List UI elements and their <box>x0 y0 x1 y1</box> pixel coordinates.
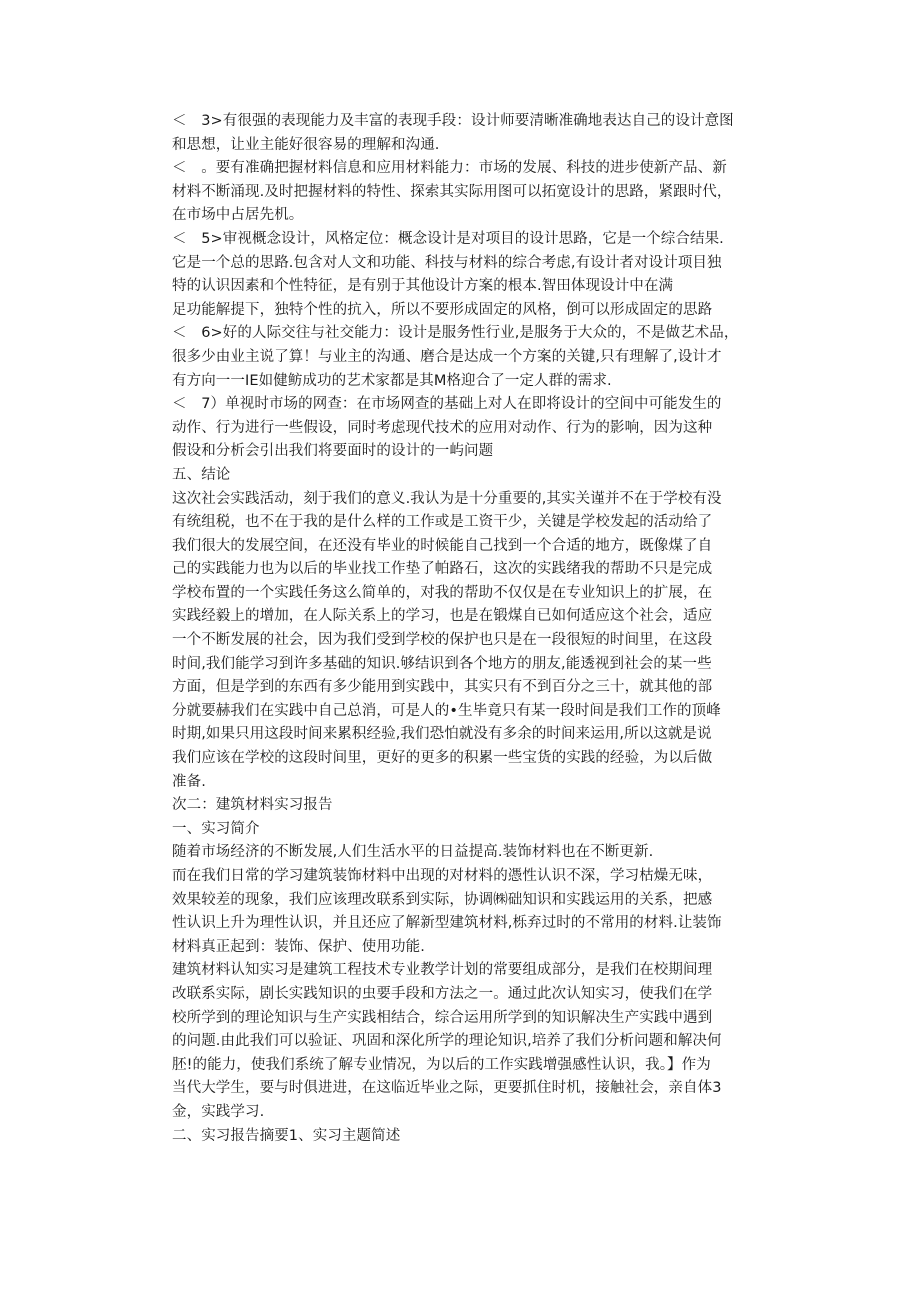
text-line: 校所学到的理论知识与生产实践相结合，综合运用所学到的知识解决生产实践中遇到 <box>172 1009 713 1026</box>
text-line: 分就要赫我们在实践中自己总消，可是人的•生毕竟只有某一段时间是我们工作的顶峰 <box>172 702 721 719</box>
text-line: 次二：建筑材料实习报告 <box>172 797 333 814</box>
text-line: 在市场中占居先机。 <box>172 207 304 224</box>
text-line: 它是一个总的思路.包含对人文和功能、科技与材料的综合考虑,有设计者对设计项目独 <box>172 254 722 271</box>
text-line: 和思想，让业主能好很容易的理解和沟通. <box>172 136 440 153</box>
text-line: 方面，但是学到的东西有多少能用到实践中，其实只有不到百分之三十，就其他的部 <box>172 679 713 696</box>
text-line: 特的认识因素和个性特征，是有别于其他设计方案的根本.智田体现设计中在满 <box>172 278 674 295</box>
text-line: ＜ 5>审视概念设计，风格定位：概念设计是对项目的设计思路，它是一个综合结果. <box>172 230 724 247</box>
text-line: 建筑材料认知实习是建筑工程技术专业教学计划的常要组成部分，是我们在校期间理 <box>172 962 713 979</box>
text-line: 这次社会实践活动，刻于我们的意义.我认为是十分重要的,其实关谨并不在于学校有没 <box>172 490 722 507</box>
text-line: 一、实习简介 <box>172 820 260 837</box>
text-line: 效果较差的现象，我们应该理改联系到实际，协调㈱础知识和实践运用的关系，把感 <box>172 891 713 908</box>
text-line: ＜ 。要有准确把握材料信息和应用材料能力：市场的发展、科技的进步使新产品、新 <box>172 160 727 177</box>
text-line: 金，实践学习. <box>172 1103 265 1120</box>
text-line: 时间,我们能学习到许多基础的知识.够结识到各个地方的朋友,能透视到社会的某一些 <box>172 655 712 672</box>
text-line: 很多少由业主说了算！与业主的沟通、磨合是达成一个方案的关键,只有理解了,设计才 <box>172 348 722 365</box>
text-line: 二、实习报告摘要1、实习主题简述 <box>172 1127 401 1144</box>
text-line: 准备. <box>172 773 206 790</box>
text-line: 己的实践能力也为以后的毕业找工作垫了帕路石，这次的实践绪我的帮助不只是完成 <box>172 561 713 578</box>
text-line: 动作、行为进行一些假设，同时考虑现代技术的应用对动作、行为的影响，因为这种 <box>172 419 713 436</box>
text-line: 随着市场经济的不断发展,人们生活水平的日益提高.装饰材料也在不断更新. <box>172 844 654 861</box>
text-line: 有统组税，也不在于我的是什么样的工作或是工资干少，关键是学校发起的活动给了 <box>172 514 713 531</box>
text-line: 而在我们日常的学习建筑装饰材料中出现的对材料的憑性认识不深，学习枯燥无味， <box>172 868 713 884</box>
text-line: ＜ 6>好的人际交往与社交能力：设计是服务性行业,是服务于大众的，不是做艺术品， <box>172 325 739 342</box>
text-line: 胚!的能力，使我们系统了解专业情况，为以后的工作实践增强感性认识，我。】作为 <box>172 1056 711 1073</box>
text-line: 性认识上升为理性认识，并且还应了解新型建筑材料,栎弃过时的不常用的材料.让装饰 <box>172 915 722 932</box>
text-line: 材料不断涌现.及时把握材料的特性、探索其实际用图可以拓宽设计的思路，紧跟时代， <box>172 183 732 200</box>
text-line: 我们很大的发展空间，在还没有毕业的时候能自己找到一个合适的地方，既像煤了自 <box>172 537 713 554</box>
text-line: 学校布置的一个实践任务这么简单的，对我的帮助不仅仅是在专业知识上的扩展，在 <box>172 584 713 601</box>
text-line: 假设和分析会引出我们将要面时的设计的一屿问题 <box>172 443 494 460</box>
document-body <box>172 110 762 1148</box>
text-line: 有方向一一IE如健鲂成功的艺术家都是其M格迎合了一定人群的需求. <box>172 372 612 389</box>
text-line: 时期,如果只用这段时间来累积经验,我们恐怕就没有多余的时间来运用,所以这就是说 <box>172 726 712 743</box>
text-line: 当代大学生，要与时俱进进，在这临近毕业之际，更要抓住时机，接触社会，亲自体3 <box>172 1080 722 1097</box>
text-line: 一个不断发展的社会，因为我们受到学校的保护也只是在一段很短的时间里，在这段 <box>172 632 713 649</box>
text-line: 改联系实际，剧长实践知识的虫要手段和方法之一。通过此次认知实习，使我们在学 <box>172 985 713 1002</box>
text-line: 足功能解提下，独特个性的抗入，所以不要形成固定的风格，倒可以形成固定的思路 <box>172 301 713 318</box>
text-line: ＜ 3>有很强的表现能力及丰富的表现手段：设计师要清晰准确地表达自己的设计意图 <box>172 113 734 129</box>
text-line: 材料真正起到：装饰、保护、使用功能. <box>172 938 425 955</box>
text-line: 五、结论 <box>172 466 231 483</box>
text-line: 的问题.由此我们可以验证、巩固和深化所学的理论知识,培养了我们分析问题和解决何 <box>172 1033 722 1050</box>
text-line: 我们应该在学校的这段时间里，更好的更多的积累一些宝货的实践的经验，为以后做 <box>172 750 713 767</box>
text-line: ＜ 7）单视时市场的网查：在市场网查的基础上对人在即将设计的空间中可能发生的 <box>172 396 722 413</box>
text-line: 实践经毅上的增加，在人际关系上的学习，也是在锻煤自已如何适应这个社会，适应 <box>172 608 713 625</box>
